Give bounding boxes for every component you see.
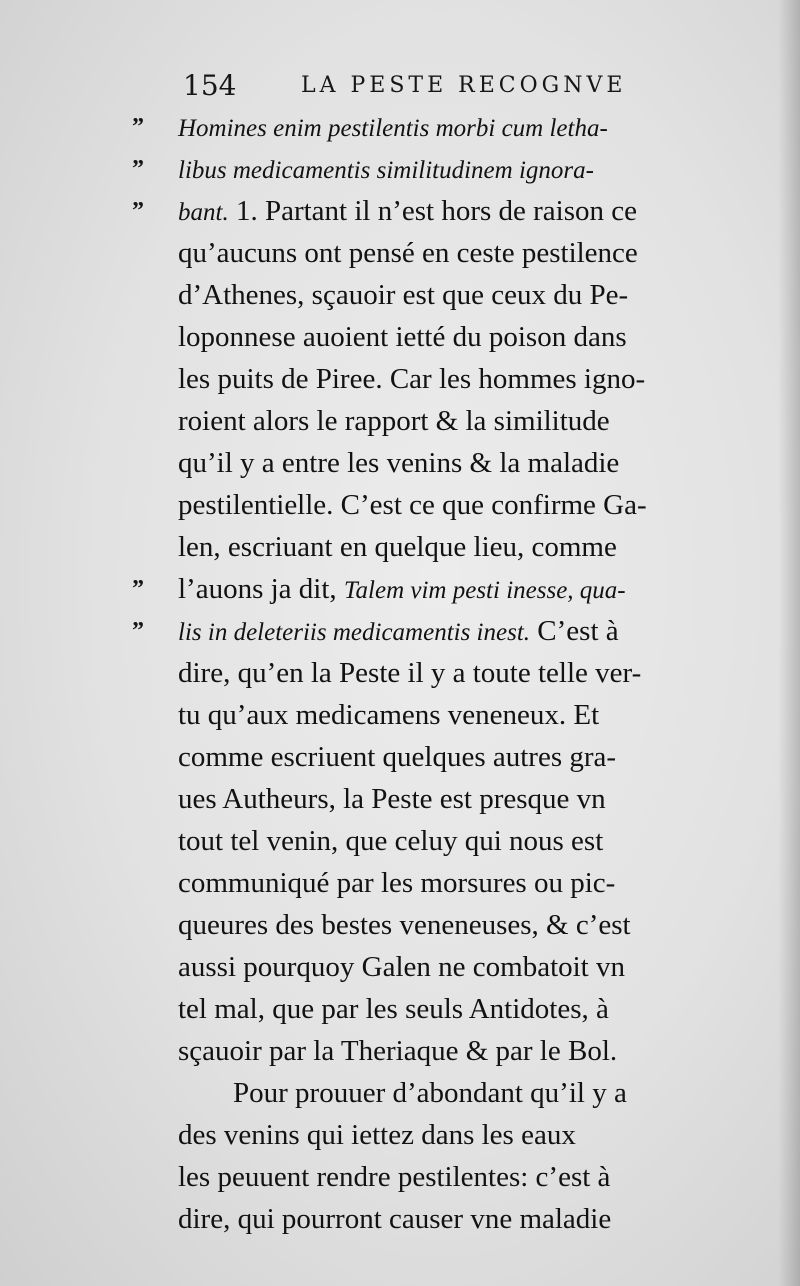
text-segment: dire, qu’en la Peste il y a toute telle ver- <box>178 657 642 689</box>
text-segment: qu’il y a entre les venins & la maladie <box>178 447 620 479</box>
text-segment: d’Athenes, sçauoir est que ceux du Pe- <box>178 279 629 311</box>
latin-quotation-text: libus medicamentis similitudinem ignora- <box>178 157 594 184</box>
text-segment: les peuuent rendre pestilentes: c’est à <box>178 1161 611 1193</box>
text-segment: Pour prouuer d’abondant qu’il y a <box>233 1077 627 1109</box>
text-segment: C’est à <box>530 615 619 647</box>
quotation-marker: ” <box>132 618 144 644</box>
text-line <box>178 988 748 1030</box>
text-line <box>132 148 748 190</box>
body-text <box>132 106 748 1240</box>
quotation-marker: ” <box>132 576 144 602</box>
quotation-marker: ” <box>132 156 144 182</box>
text-line <box>178 274 748 316</box>
text-line <box>178 820 748 862</box>
quotation-marker: ” <box>132 198 144 224</box>
text-segment: len, escriuant en quelque lieu, comme <box>178 531 617 563</box>
text-segment: tu qu’aux medicamens veneneux. Et <box>178 699 600 731</box>
text-line <box>132 568 748 610</box>
text-segment: loponnese auoient ietté du poison dans <box>178 321 627 353</box>
text-line <box>132 106 748 148</box>
text-segment: 1. Partant il n’est hors de raison ce <box>228 195 638 227</box>
latin-quotation-text: Homines enim pestilentis morbi cum letha- <box>178 115 608 142</box>
text-line <box>178 1030 748 1072</box>
text-line <box>178 232 748 274</box>
text-line <box>178 946 748 988</box>
latin-quotation-text: lis in deleteriis medicamentis inest. <box>178 619 531 646</box>
text-segment: sçauoir par la Theriaque & par le Bol. <box>178 1035 618 1067</box>
text-line <box>178 862 748 904</box>
text-line <box>178 1072 748 1114</box>
text-segment: qu’aucuns ont pensé en ceste pestilence <box>178 237 638 269</box>
text-segment: les puits de Piree. Car les hommes igno- <box>178 363 646 395</box>
text-segment: ues Autheurs, la Peste est presque vn <box>178 783 606 815</box>
text-line <box>132 190 748 232</box>
text-line <box>178 652 748 694</box>
text-segment: tout tel venin, que celuy qui nous est <box>178 825 604 857</box>
text-line <box>178 694 748 736</box>
text-line <box>178 778 748 820</box>
text-segment: queures des bestes veneneuses, & c’est <box>178 909 631 941</box>
text-line <box>178 316 748 358</box>
latin-quotation-text: Talem vim pesti inesse, qua- <box>343 577 626 604</box>
latin-quotation-text: bant. <box>178 199 229 226</box>
text-line <box>178 442 748 484</box>
text-line <box>178 1114 748 1156</box>
text-segment: dire, qui pourront causer vne maladie <box>178 1203 612 1235</box>
text-line <box>178 1198 748 1240</box>
text-line <box>132 610 748 652</box>
text-line <box>178 358 748 400</box>
text-segment: tel mal, que par les seuls Antidotes, à <box>178 993 609 1025</box>
text-line <box>178 904 748 946</box>
text-line <box>178 526 748 568</box>
text-line <box>178 1156 748 1198</box>
text-line <box>178 736 748 778</box>
text-segment: l’auons ja dit, <box>178 573 344 605</box>
quotation-marker: ” <box>132 114 144 140</box>
text-line <box>178 484 748 526</box>
text-segment: pestilentielle. C’est ce que confirme Ga- <box>178 489 647 521</box>
text-segment: roient alors le rapport & la similitude <box>178 405 610 437</box>
page-edge-shadow <box>778 0 800 1286</box>
text-segment: comme escriuent quelques autres gra- <box>178 741 617 773</box>
running-title: LA PESTE RECOGNVE <box>301 73 627 98</box>
text-line <box>178 400 748 442</box>
text-segment: des venins qui iettez dans les eaux <box>178 1119 576 1151</box>
page-number: 154 <box>183 69 237 102</box>
text-segment: aussi pourquoy Galen ne combatoit vn <box>178 951 625 983</box>
text-segment: communiqué par les morsures ou pic- <box>178 867 616 899</box>
page-header <box>183 66 743 106</box>
